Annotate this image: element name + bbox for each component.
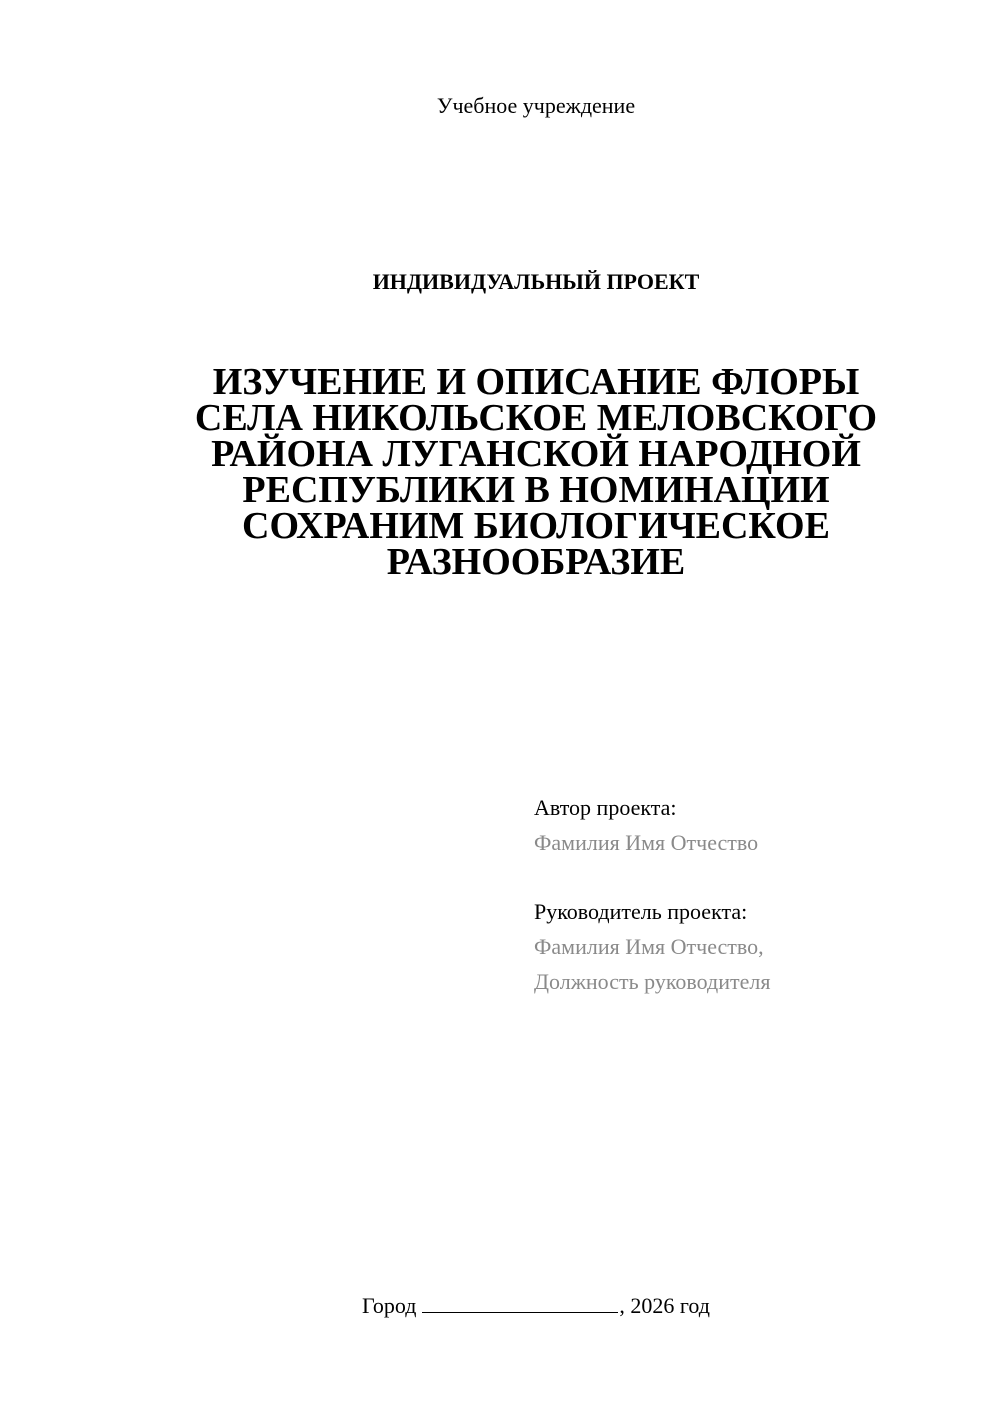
footer-city-year (0, 1292, 1000, 1320)
year-text: , 2026 год (619, 1293, 710, 1318)
author-label: Автор проекта: (534, 795, 677, 820)
credits-spacer (534, 860, 974, 894)
project-type-heading: ИНДИВИДУАЛЬНЫЙ ПРОЕКТ (372, 269, 700, 294)
project-title-line: РАЗНООБРАЗИЕ (386, 541, 686, 583)
project-title-line: РЕСПУБЛИКИ В НОМИНАЦИИ (242, 469, 830, 511)
project-title-line: СОХРАНИМ БИОЛОГИЧЕСКОЕ (242, 505, 830, 547)
city-blank-line (422, 1294, 618, 1313)
supervisor-position-placeholder: Должность руководителя (534, 969, 771, 994)
project-title-line: СЕЛА НИКОЛЬСКОЕ МЕЛОВСКОГО (194, 397, 878, 439)
project-title-line: ИЗУЧЕНИЕ И ОПИСАНИЕ ФЛОРЫ (212, 361, 860, 403)
institution-name: Учебное учреждение (436, 93, 636, 118)
supervisor-name-placeholder: Фамилия Имя Отчество, (534, 934, 764, 959)
supervisor-label: Руководитель проекта: (534, 899, 748, 924)
project-title (170, 361, 902, 583)
author-name-placeholder: Фамилия Имя Отчество (534, 830, 759, 855)
city-label: Город (362, 1293, 417, 1318)
project-title-line: РАЙОНА ЛУГАНСКОЙ НАРОДНОЙ (211, 433, 861, 475)
credits-block (534, 790, 974, 999)
